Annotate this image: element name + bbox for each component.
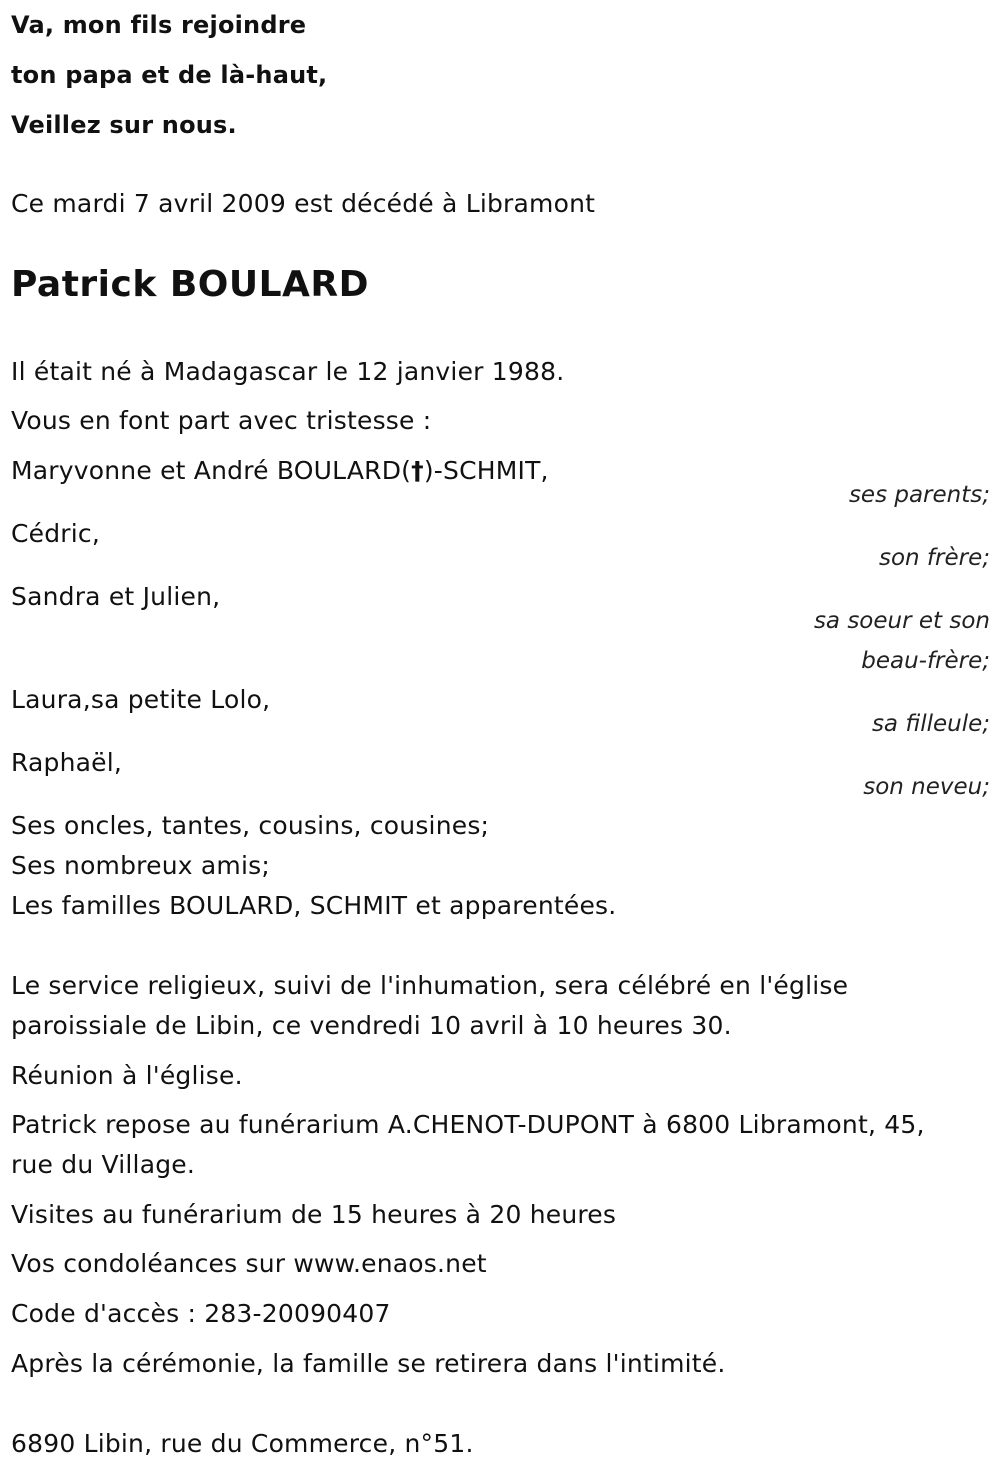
intro-text: Vous en font part avec tristesse : (11, 406, 432, 435)
extended-family-line-2: Ses nombreux amis; (11, 851, 270, 880)
relation-brother: son frère; (878, 545, 990, 571)
death-announcement: Ce mardi 7 avril 2009 est décédé à Libramont (11, 189, 596, 218)
after-ceremony: Après la cérémonie, la famille se retirera dans l'intimité. (11, 1349, 726, 1378)
relation-parents: ses parents; (848, 482, 990, 508)
relation-sister-line-1: sa soeur et son (813, 608, 990, 634)
relation-nephew: son neveu; (863, 774, 990, 800)
extended-family-line-1: Ses oncles, tantes, cousins, cousines; (11, 811, 490, 840)
service-line-1: Le service religieux, suivi de l'inhumation, sera célébré en l'église (11, 971, 849, 1000)
family-name-suffix: )-SCHMIT, (423, 456, 549, 485)
family-name: Maryvonne et André BOULARD( (11, 456, 412, 485)
epitaph-line-2: ton papa et de là-haut, (11, 61, 328, 89)
birth-info: Il était né à Madagascar le 12 janvier 1988. (11, 357, 565, 386)
repose-line-2: rue du Village. (11, 1150, 196, 1179)
family-member-goddaughter: Laura,sa petite Lolo, (11, 685, 271, 714)
family-member-parents (11, 456, 549, 486)
address: 6890 Libin, rue du Commerce, n°51. (11, 1429, 474, 1458)
family-member-nephew: Raphaël, (11, 748, 123, 777)
service-line-2: paroissiale de Libin, ce vendredi 10 avril à 10 heures 30. (11, 1011, 732, 1040)
epitaph-line-3: Veillez sur nous. (11, 111, 237, 139)
visits-info: Visites au funérarium de 15 heures à 20 heures (11, 1200, 617, 1229)
meeting-info: Réunion à l'église. (11, 1061, 243, 1090)
epitaph-line-1: Va, mon fils rejoindre (11, 11, 307, 39)
access-code: Code d'accès : 283-20090407 (11, 1299, 391, 1328)
deceased-name: Patrick BOULARD (11, 264, 370, 305)
extended-family-line-3: Les familles BOULARD, SCHMIT et apparentées. (11, 891, 617, 920)
condolences-info: Vos condoléances sur www.enaos.net (11, 1249, 487, 1278)
family-member-sister: Sandra et Julien, (11, 582, 221, 611)
cross-icon: † (411, 456, 424, 485)
relation-goddaughter: sa filleule; (871, 711, 990, 737)
family-member-brother: Cédric, (11, 519, 101, 548)
relation-sister-line-2: beau-frère; (861, 648, 990, 674)
repose-line-1: Patrick repose au funérarium A.CHENOT-DUPONT à 6800 Libramont, 45, (11, 1110, 925, 1139)
